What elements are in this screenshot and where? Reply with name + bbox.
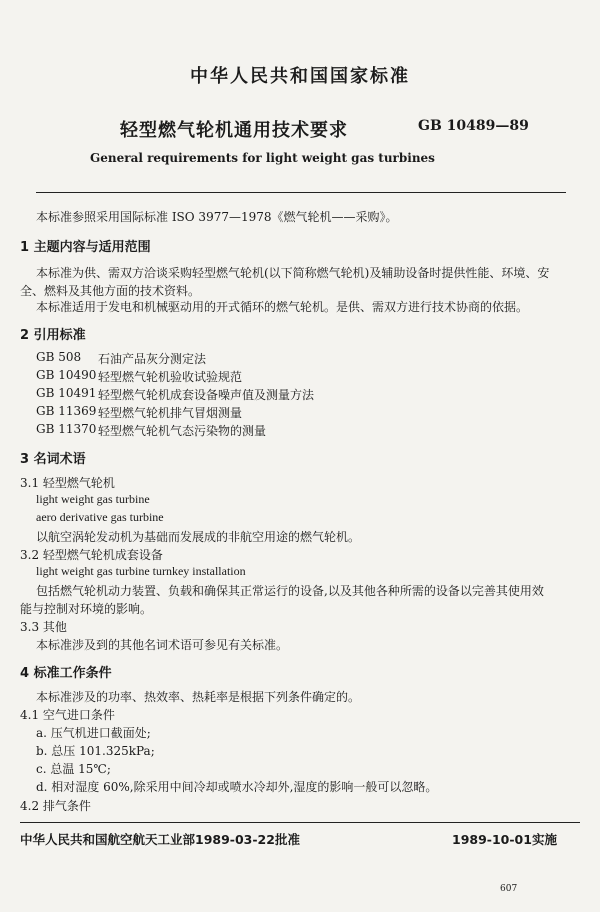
ref-title: 轻型燃气轮机气态污染物的测量 <box>98 424 267 438</box>
ref-title: 轻型燃气轮机排气冒烟测量 <box>98 406 243 420</box>
term-3-1-english-2: aero derivative gas turbine <box>36 510 164 524</box>
ref-code: GB 11370 <box>36 422 97 436</box>
ref-title: 轻型燃气轮机验收试验规范 <box>98 370 243 384</box>
list-item: c. 总温 15℃; <box>36 762 111 776</box>
ref-title: 轻型燃气轮机成套设备噪声值及测量方法 <box>98 388 315 402</box>
ref-code: GB 11369 <box>36 404 97 418</box>
list-item: a. 压气机进口截面处; <box>36 726 151 740</box>
ref-title: 石油产品灰分测定法 <box>98 352 207 366</box>
footer-divider <box>20 822 580 823</box>
section-4-intro: 本标准涉及的功率、热效率、热耗率是根据下列条件确定的。 <box>36 690 361 704</box>
page-number: 607 <box>500 884 518 894</box>
term-3-2-english: light weight gas turbine turnkey installation <box>36 564 246 578</box>
term-3-2-heading: 3.2 轻型燃气轮机成套设备 <box>20 548 163 562</box>
section-1-para1-line2: 全、燃料及其他方面的技术资料。 <box>20 284 201 298</box>
term-3-1-definition: 以航空涡轮发动机为基础而发展成的非航空用途的燃气轮机。 <box>36 530 361 544</box>
section-4-2-heading: 4.2 排气条件 <box>20 799 91 813</box>
section-1-para2: 本标准适用于发电和机械驱动用的开式循环的燃气轮机。是供、需双方进行技术协商的依据。 <box>36 300 529 314</box>
term-3-2-definition-line2: 能与控制对环境的影响。 <box>20 602 153 616</box>
standard-code: GB 10489—89 <box>418 118 529 134</box>
section-1-heading: 1 主题内容与适用范围 <box>20 240 151 255</box>
section-4-1-heading: 4.1 空气进口条件 <box>20 708 115 722</box>
section-3-heading: 3 名词术语 <box>20 452 86 467</box>
section-1-para1-line1: 本标准为供、需双方洽谈采购轻型燃气轮机(以下简称燃气轮机)及辅助设备时提供性能、环境、安 <box>36 266 550 280</box>
document-title: 轻型燃气轮机通用技术要求 <box>120 120 348 141</box>
ref-code: GB 508 <box>36 350 82 364</box>
term-3-1-english-1: light weight gas turbine <box>36 492 150 506</box>
section-4-heading: 4 标准工作条件 <box>20 666 112 681</box>
approval-line: 中华人民共和国航空航天工业部1989-03-22批准 <box>20 832 300 847</box>
term-3-2-definition-line1: 包括燃气轮机动力装置、负载和确保其正常运行的设备,以及其他各种所需的设备以完善其使用效 <box>36 584 544 598</box>
ref-code: GB 10490 <box>36 368 97 382</box>
effective-date: 1989-10-01实施 <box>452 832 557 847</box>
term-3-3-heading: 3.3 其他 <box>20 620 67 634</box>
term-3-3-definition: 本标准涉及到的其他名词术语可参见有关标准。 <box>36 638 289 652</box>
list-item: b. 总压 101.325kPa; <box>36 744 155 758</box>
term-3-1-heading: 3.1 轻型燃气轮机 <box>20 476 115 490</box>
header-divider <box>36 192 566 193</box>
list-item: d. 相对湿度 60%,除采用中间冷却或喷水冷却外,湿度的影响一般可以忽略。 <box>36 780 438 794</box>
english-title: General requirements for light weight gas turbines <box>90 151 435 165</box>
intro-text: 本标准参照采用国际标准 ISO 3977—1978《燃气轮机——采购》。 <box>36 210 398 224</box>
section-2-heading: 2 引用标准 <box>20 328 86 343</box>
ref-code: GB 10491 <box>36 386 97 400</box>
standard-name: 中华人民共和国国家标准 <box>190 66 410 87</box>
